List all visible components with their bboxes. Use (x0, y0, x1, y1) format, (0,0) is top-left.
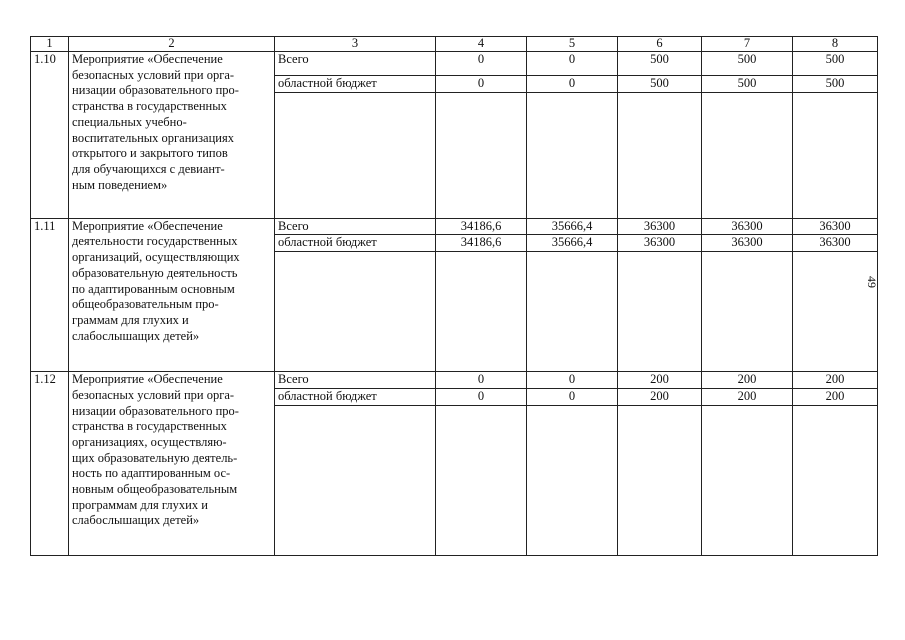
value-cell: 0 (527, 76, 618, 93)
value-cell: 36300 (618, 235, 702, 252)
budget-table (30, 36, 878, 556)
row-description: Мероприятие «Обеспечение безопасных условий при орга- низации образовательного про- странства в государственных организациях, осуществляю- щих образовательную деятель- ность по адаптированным ос- новным общеобразовательным программам для глухих и слабослышащих детей» (69, 372, 275, 555)
empty-cell (618, 252, 702, 372)
value-cell: 500 (618, 76, 702, 93)
empty-cell (527, 92, 618, 218)
column-header-2: 2 (69, 37, 275, 52)
value-cell: 200 (793, 388, 878, 405)
row-id: 1.10 (31, 52, 69, 219)
empty-cell (793, 92, 878, 218)
empty-cell (275, 405, 436, 555)
table-row (31, 218, 878, 235)
value-cell: 34186,6 (436, 235, 527, 252)
row-id: 1.11 (31, 218, 69, 371)
value-cell: 0 (527, 52, 618, 76)
source-cell: областной бюджет (275, 76, 436, 93)
value-cell: 200 (618, 388, 702, 405)
row-description: Мероприятие «Обеспечение безопасных условий при орга- низации образовательного про- странства в государственных специальных учебно- воспитательных организациях открытого и закрытого типов для обучающихся с девиант- ным поведением» (69, 52, 275, 219)
value-cell: 36300 (793, 218, 878, 235)
empty-cell (527, 405, 618, 555)
table-row (31, 372, 878, 389)
source-cell: областной бюджет (275, 235, 436, 252)
value-cell: 200 (702, 388, 793, 405)
empty-cell (618, 92, 702, 218)
value-cell: 500 (793, 76, 878, 93)
column-header-8: 8 (793, 37, 878, 52)
source-cell: Всего (275, 218, 436, 235)
source-cell: Всего (275, 52, 436, 76)
value-cell: 0 (527, 372, 618, 389)
empty-cell (793, 252, 878, 372)
value-cell: 500 (702, 76, 793, 93)
source-cell: Всего (275, 372, 436, 389)
column-header-1: 1 (31, 37, 69, 52)
row-id: 1.12 (31, 372, 69, 555)
value-cell: 36300 (702, 218, 793, 235)
column-header-6: 6 (618, 37, 702, 52)
column-header-7: 7 (702, 37, 793, 52)
column-header-5: 5 (527, 37, 618, 52)
value-cell: 500 (702, 52, 793, 76)
value-cell: 500 (793, 52, 878, 76)
value-cell: 36300 (793, 235, 878, 252)
empty-cell (527, 252, 618, 372)
empty-cell (436, 252, 527, 372)
header-row (31, 37, 878, 52)
column-header-4: 4 (436, 37, 527, 52)
value-cell: 35666,4 (527, 218, 618, 235)
value-cell: 0 (436, 76, 527, 93)
empty-cell (793, 405, 878, 555)
empty-cell (436, 405, 527, 555)
page-number: 49 (865, 276, 879, 288)
value-cell: 200 (618, 372, 702, 389)
value-cell: 0 (436, 372, 527, 389)
value-cell: 0 (436, 388, 527, 405)
empty-cell (618, 405, 702, 555)
empty-cell (275, 252, 436, 372)
empty-cell (275, 92, 436, 218)
empty-cell (702, 252, 793, 372)
value-cell: 500 (618, 52, 702, 76)
value-cell: 36300 (702, 235, 793, 252)
empty-cell (436, 92, 527, 218)
value-cell: 0 (436, 52, 527, 76)
row-description: Мероприятие «Обеспечение деятельности государственных организаций, осуществляющих образовательную деятельность по адаптированным основным общеобразовательным про- граммам для глухих и слабослышащих детей» (69, 218, 275, 371)
value-cell: 34186,6 (436, 218, 527, 235)
column-header-3: 3 (275, 37, 436, 52)
value-cell: 0 (527, 388, 618, 405)
value-cell: 200 (702, 372, 793, 389)
table-row (31, 52, 878, 76)
value-cell: 200 (793, 372, 878, 389)
value-cell: 35666,4 (527, 235, 618, 252)
value-cell: 36300 (618, 218, 702, 235)
empty-cell (702, 92, 793, 218)
empty-cell (702, 405, 793, 555)
source-cell: областной бюджет (275, 388, 436, 405)
